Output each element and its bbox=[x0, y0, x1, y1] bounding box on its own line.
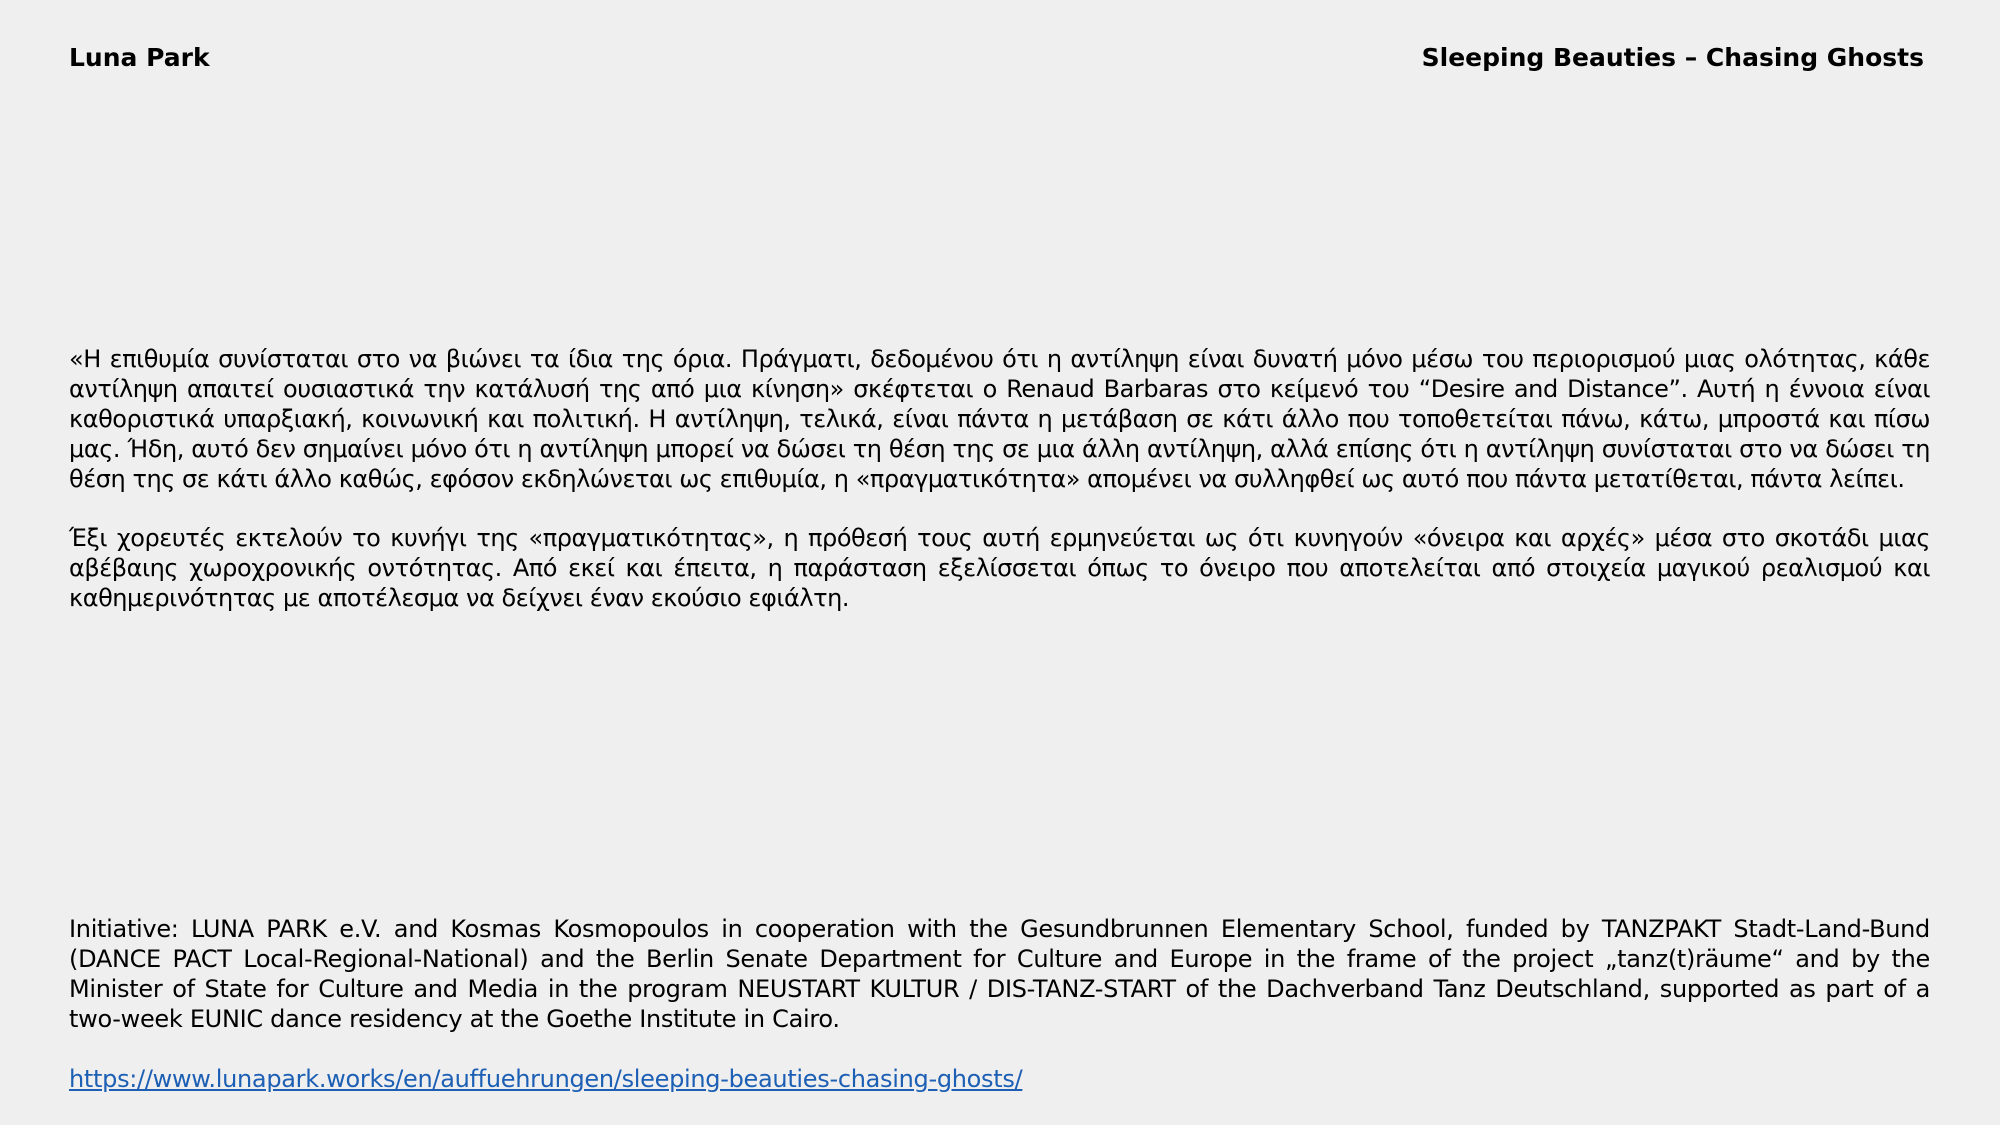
body-paragraph-1: «Η επιθυμία συνίσταται στο να βιώνει τα ίδια της όρια. Πράγματι, δεδομένου ότι η αντίληψη είναι δυνατή μόνο μέσω του περιορισμού μιας ολότητας, κάθε αντίληψη απαιτεί ουσιαστικά την κατάλυσή της από μια κίνηση» σκέφτεται ο Renaud Barbaras στο κείμενό του “Desire and Distance”. Αυτή η έννοια είναι καθοριστικά υπαρξιακή, κοινωνική και πολιτική. Η αντίληψη, τελικά, είναι πάντα η μετάβαση σε κάτι άλλο που τοποθετείται πάνω, κάτω, μπροστά και πίσω μας. Ήδη, αυτό δεν σημαίνει μόνο ότι η αντίληψη μπορεί να δώσει τη θέση της σε μια άλλη αντίληψη, αλλά επίσης ότι η αντίληψη συνίσταται στο να δώσει τη θέση της σε κάτι άλλο καθώς, εφόσον εκδηλώνεται ως επιθυμία, η «πραγματικότητα» απομένει να συλληφθεί ως αυτό που πάντα μετατίθεται, πάντα λείπει. bbox=[69, 345, 1930, 493]
header-right-title: Sleeping Beauties – Chasing Ghosts bbox=[1421, 43, 1924, 72]
body-paragraph-2: Έξι χορευτές εκτελούν το κυνήγι της «πραγματικότητας», η πρόθεσή τους αυτή ερμηνεύεται ως ότι κυνηγούν «όνειρα και αρχές» μέσα στο σκοτάδι μιας αβέβαιης χωροχρονικής οντότητας. Από εκεί και έπειτα, η παράσταση εξελίσσεται όπως το όνειρο που αποτελείται από στοιχεία μαγικού ρεαλισμού και καθημερινότητας με αποτέλεσμα να δείχνει έναν εκούσιο εφιάλτη. bbox=[69, 524, 1930, 612]
project-link[interactable]: https://www.lunapark.works/en/auffuehrungen/sleeping-beauties-chasing-ghosts/ bbox=[69, 1065, 1023, 1093]
header-left-title: Luna Park bbox=[69, 43, 210, 72]
credits-paragraph: Initiative: LUNA PARK e.V. and Kosmas Kosmopoulos in cooperation with the Gesundbrunnen Elementary School, funded by TANZPAKT Stadt-Land-Bund (DANCE PACT Local-Regional-National) and the Berlin Senate Department for Culture and Europe in the frame of the project „tanz(t)räume“ and by the Minister of State for Culture and Media in the program NEUSTART KULTUR / DIS-TANZ-START of the Dachverband Tanz Deutschland, supported as part of a two-week EUNIC dance residency at the Goethe Institute in Cairo. bbox=[69, 915, 1930, 1033]
